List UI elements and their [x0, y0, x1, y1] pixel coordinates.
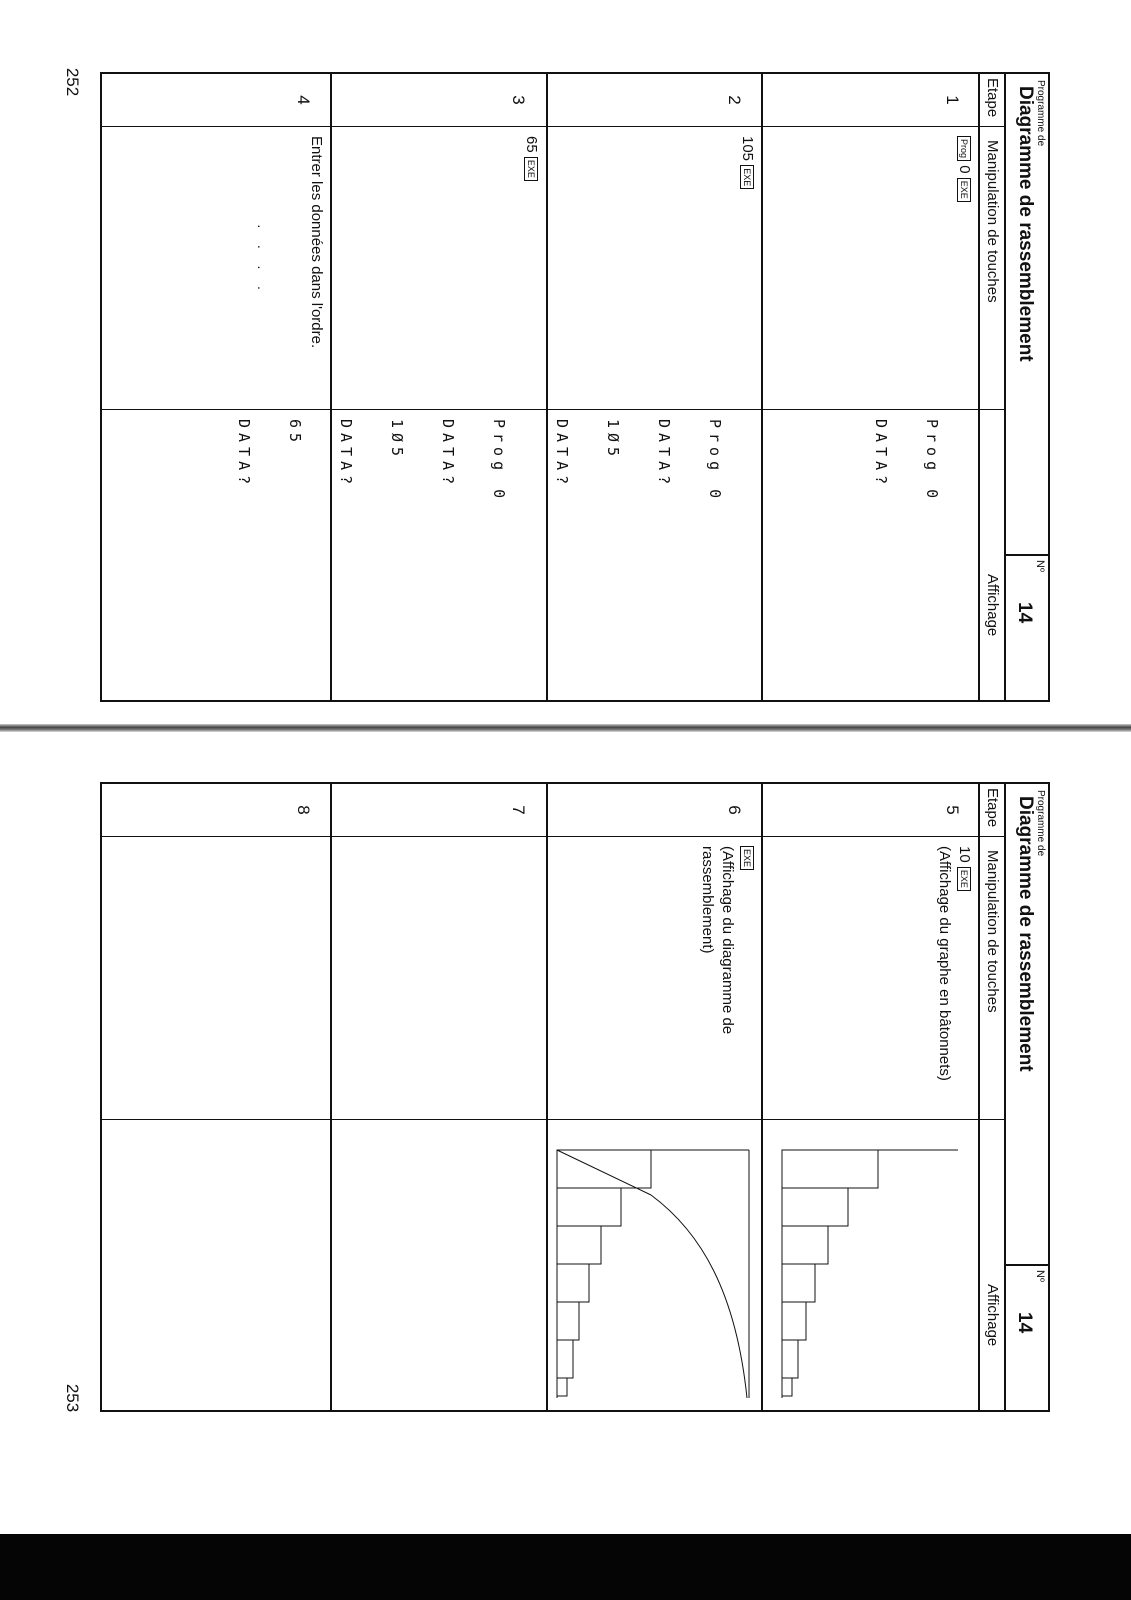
- prog-key: Prog: [957, 136, 971, 161]
- step-8: 8: [294, 805, 313, 815]
- program-number: 14: [1014, 1312, 1035, 1334]
- step-2: 2: [725, 95, 744, 105]
- keys-step-6: [697, 846, 757, 1106]
- keys-step-4: Entrer les données dans l'ordre.: [308, 136, 325, 349]
- keys-step-2: 105 EXE: [737, 136, 757, 189]
- page-gutter: [0, 724, 1131, 732]
- step-3: 3: [509, 95, 528, 105]
- col-step-header: Etape: [984, 78, 1001, 118]
- program-title: Diagramme de rassemblement: [1015, 86, 1036, 362]
- keys-step-5: 10 EXE (Affichage du graphe en bâtonnets): [934, 846, 974, 1106]
- bottom-program-sheet: [100, 782, 1050, 1412]
- number-label: Nº: [1034, 560, 1046, 572]
- keys-step-1: Prog 0 EXE: [954, 136, 974, 202]
- page-number-253: 253: [63, 1383, 83, 1413]
- display-step-1: Prog 0 DATA?: [872, 419, 941, 504]
- exe-key: EXE: [957, 867, 971, 891]
- step-4: 4: [294, 95, 313, 105]
- col-keys-header: Manipulation de touches: [984, 850, 1001, 1013]
- note-step-5: (Affichage du graphe en bâtonnets): [936, 846, 953, 1081]
- note-step-6: (Affichage du diagramme de rassemblement): [699, 846, 736, 1035]
- col-display-header: Affichage: [984, 1284, 1001, 1347]
- page-number-252: 252: [63, 67, 83, 97]
- continuation-dots: · · · ·: [252, 224, 268, 297]
- col-display-header: Affichage: [984, 574, 1001, 637]
- step-5: 5: [943, 805, 962, 815]
- sheet-header: [1004, 74, 1048, 700]
- exe-key: EXE: [740, 846, 754, 870]
- gathering-diagram-display: [549, 1122, 761, 1406]
- step-7: 7: [509, 805, 528, 815]
- col-step-header: Etape: [984, 788, 1001, 828]
- display-step-2: Prog 0 DATA? 1Ø5 DATA?: [553, 419, 724, 504]
- exe-key: EXE: [524, 157, 538, 181]
- col-keys-header: Manipulation de touches: [984, 140, 1001, 303]
- step-1: 1: [943, 95, 962, 105]
- sheet-header: [1004, 784, 1048, 1410]
- number-label: Nº: [1034, 1270, 1046, 1282]
- program-label: Programme de: [1035, 790, 1046, 857]
- keys-step-3: 65 EXE: [521, 136, 541, 181]
- program-number: 14: [1014, 602, 1035, 624]
- top-program-sheet: [100, 72, 1050, 702]
- step-6: 6: [725, 805, 744, 815]
- scan-border: [0, 1534, 1131, 1600]
- exe-key: EXE: [740, 165, 754, 189]
- program-title: Diagramme de rassemblement: [1015, 796, 1036, 1072]
- bar-graph-display: [766, 1122, 978, 1406]
- program-label: Programme de: [1035, 80, 1046, 147]
- exe-key: EXE: [957, 178, 971, 202]
- display-step-3: Prog 0 DATA? 1Ø5 DATA? 65 DATA?: [235, 419, 508, 504]
